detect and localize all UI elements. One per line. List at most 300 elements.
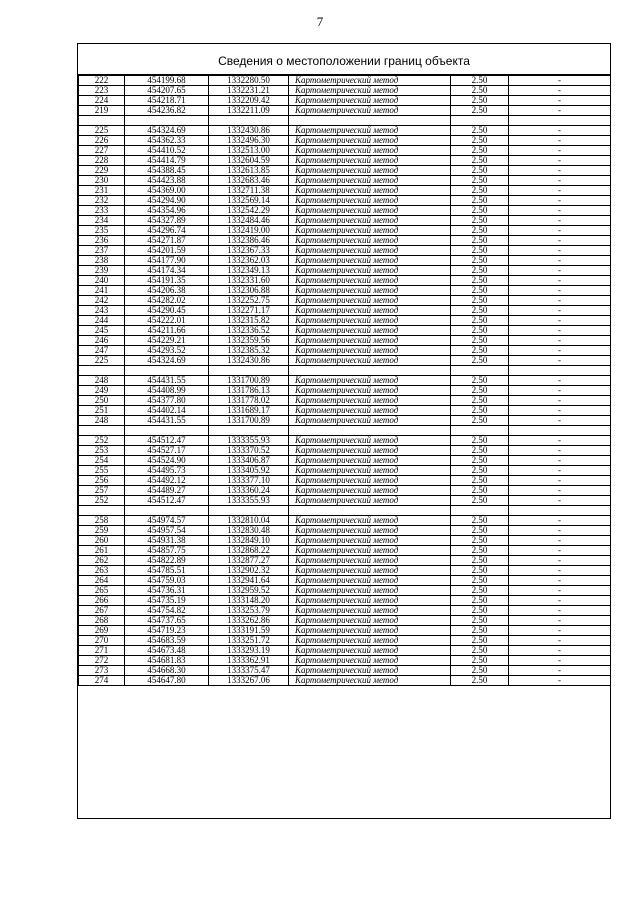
- coordinate-x: 454388.45: [125, 166, 209, 176]
- coordinate-y: 1332513.00: [209, 146, 289, 156]
- coordinate-y: 1333360.24: [209, 486, 289, 496]
- description-cell: -: [509, 516, 611, 526]
- point-number: 251: [79, 406, 125, 416]
- table-row: [79, 676, 611, 686]
- empty-cell: [451, 116, 509, 126]
- method-cell: Картометрический метод: [289, 516, 451, 526]
- coordinate-y: 1332849.10: [209, 536, 289, 546]
- coordinate-y: 1331778.02: [209, 396, 289, 406]
- description-cell: -: [509, 316, 611, 326]
- method-cell: Картометрический метод: [289, 496, 451, 506]
- point-number: 259: [79, 526, 125, 536]
- point-number: 222: [79, 76, 125, 86]
- coordinate-y: 1332271.17: [209, 306, 289, 316]
- coordinate-x: 454431.55: [125, 376, 209, 386]
- coordinate-x: 454673.48: [125, 646, 209, 656]
- precision-cell: 2.50: [451, 616, 509, 626]
- point-number: 240: [79, 276, 125, 286]
- description-cell: -: [509, 76, 611, 86]
- precision-cell: 2.50: [451, 676, 509, 686]
- coordinate-y: 1332496.30: [209, 136, 289, 146]
- point-number: 241: [79, 286, 125, 296]
- point-number: 257: [79, 486, 125, 496]
- description-cell: -: [509, 276, 611, 286]
- precision-cell: 2.50: [451, 526, 509, 536]
- method-cell: Картометрический метод: [289, 256, 451, 266]
- table-row: [79, 256, 611, 266]
- table-row: [79, 466, 611, 476]
- table-row: [79, 96, 611, 106]
- coordinate-x: 454683.59: [125, 636, 209, 646]
- coordinate-y: 1332830.48: [209, 526, 289, 536]
- precision-cell: 2.50: [451, 626, 509, 636]
- precision-cell: 2.50: [451, 316, 509, 326]
- method-cell: Картометрический метод: [289, 186, 451, 196]
- method-cell: Картометрический метод: [289, 176, 451, 186]
- coordinate-x: 454754.82: [125, 606, 209, 616]
- precision-cell: 2.50: [451, 276, 509, 286]
- description-cell: -: [509, 386, 611, 396]
- coordinate-y: 1332430.86: [209, 126, 289, 136]
- description-cell: -: [509, 466, 611, 476]
- empty-cell: [289, 366, 451, 376]
- coordinate-x: 454668.30: [125, 666, 209, 676]
- point-number: 242: [79, 296, 125, 306]
- coordinate-y: 1332941.64: [209, 576, 289, 586]
- description-cell: -: [509, 656, 611, 666]
- table-row: [79, 516, 611, 526]
- table-row: [79, 176, 611, 186]
- coordinate-y: 1332604.59: [209, 156, 289, 166]
- description-cell: -: [509, 306, 611, 316]
- description-cell: -: [509, 626, 611, 636]
- method-cell: Картометрический метод: [289, 566, 451, 576]
- description-cell: -: [509, 136, 611, 146]
- table-row: [79, 146, 611, 156]
- precision-cell: 2.50: [451, 256, 509, 266]
- description-cell: -: [509, 86, 611, 96]
- coordinate-x: 454736.31: [125, 586, 209, 596]
- method-cell: Картометрический метод: [289, 286, 451, 296]
- coordinate-y: 1333406.87: [209, 456, 289, 466]
- point-number: 248: [79, 376, 125, 386]
- description-cell: -: [509, 566, 611, 576]
- coordinate-x: 454735.19: [125, 596, 209, 606]
- empty-cell: [509, 116, 611, 126]
- precision-cell: 2.50: [451, 96, 509, 106]
- method-cell: Картометрический метод: [289, 146, 451, 156]
- precision-cell: 2.50: [451, 476, 509, 486]
- table-row: [79, 416, 611, 426]
- table-row: [79, 566, 611, 576]
- method-cell: Картометрический метод: [289, 466, 451, 476]
- precision-cell: 2.50: [451, 536, 509, 546]
- method-cell: Картометрический метод: [289, 156, 451, 166]
- description-cell: -: [509, 456, 611, 466]
- table-row: [79, 646, 611, 656]
- table-row: [79, 656, 611, 666]
- table-row: [79, 316, 611, 326]
- description-cell: -: [509, 126, 611, 136]
- point-number: 267: [79, 606, 125, 616]
- coordinate-x: 454974.57: [125, 516, 209, 526]
- empty-cell: [509, 366, 611, 376]
- table-row: [79, 526, 611, 536]
- coordinate-y: 1333370.52: [209, 446, 289, 456]
- table-row: [79, 156, 611, 166]
- coordinate-x: 454327.89: [125, 216, 209, 226]
- empty-cell: [209, 116, 289, 126]
- method-cell: Картометрический метод: [289, 236, 451, 246]
- precision-cell: 2.50: [451, 206, 509, 216]
- precision-cell: 2.50: [451, 336, 509, 346]
- method-cell: Картометрический метод: [289, 556, 451, 566]
- description-cell: -: [509, 226, 611, 236]
- precision-cell: 2.50: [451, 86, 509, 96]
- point-number: 264: [79, 576, 125, 586]
- precision-cell: 2.50: [451, 146, 509, 156]
- coordinate-x: 454857.75: [125, 546, 209, 556]
- coordinate-x: 454290.45: [125, 306, 209, 316]
- description-cell: -: [509, 286, 611, 296]
- description-cell: -: [509, 616, 611, 626]
- point-number: 239: [79, 266, 125, 276]
- empty-cell: [509, 506, 611, 516]
- point-number: 249: [79, 386, 125, 396]
- description-cell: -: [509, 596, 611, 606]
- coordinate-y: 1332280.50: [209, 76, 289, 86]
- empty-cell: [289, 506, 451, 516]
- precision-cell: 2.50: [451, 126, 509, 136]
- point-number: 228: [79, 156, 125, 166]
- table-row: [79, 216, 611, 226]
- method-cell: Картометрический метод: [289, 396, 451, 406]
- method-cell: Картометрический метод: [289, 406, 451, 416]
- table-row: [79, 206, 611, 216]
- point-number: 223: [79, 86, 125, 96]
- method-cell: Картометрический метод: [289, 316, 451, 326]
- table-row: [79, 226, 611, 236]
- point-number: 227: [79, 146, 125, 156]
- description-cell: -: [509, 156, 611, 166]
- precision-cell: 2.50: [451, 376, 509, 386]
- method-cell: Картометрический метод: [289, 626, 451, 636]
- coordinate-x: 454324.69: [125, 356, 209, 366]
- precision-cell: 2.50: [451, 166, 509, 176]
- table-row: [79, 456, 611, 466]
- coordinate-x: 454354.96: [125, 206, 209, 216]
- coordinate-y: 1333375.47: [209, 666, 289, 676]
- point-number: 268: [79, 616, 125, 626]
- coordinate-x: 454719.23: [125, 626, 209, 636]
- method-cell: Картометрический метод: [289, 676, 451, 686]
- point-number: 247: [79, 346, 125, 356]
- group-separator-row: [79, 426, 611, 436]
- empty-cell: [79, 506, 125, 516]
- coordinate-y: 1332569.14: [209, 196, 289, 206]
- coordinate-y: 1332613.85: [209, 166, 289, 176]
- group-separator-row: [79, 366, 611, 376]
- method-cell: Картометрический метод: [289, 106, 451, 116]
- coordinate-x: 454822.89: [125, 556, 209, 566]
- empty-cell: [125, 366, 209, 376]
- coordinate-x: 454492.12: [125, 476, 209, 486]
- description-cell: -: [509, 646, 611, 656]
- coordinate-y: 1333253.79: [209, 606, 289, 616]
- precision-cell: 2.50: [451, 156, 509, 166]
- description-cell: -: [509, 336, 611, 346]
- empty-cell: [209, 426, 289, 436]
- description-cell: -: [509, 326, 611, 336]
- coordinate-x: 454218.71: [125, 96, 209, 106]
- point-number: 254: [79, 456, 125, 466]
- method-cell: Картометрический метод: [289, 546, 451, 556]
- method-cell: Картометрический метод: [289, 266, 451, 276]
- point-number: 263: [79, 566, 125, 576]
- coordinates-table: [78, 75, 611, 686]
- precision-cell: 2.50: [451, 416, 509, 426]
- precision-cell: 2.50: [451, 136, 509, 146]
- table-row: [79, 296, 611, 306]
- point-number: 246: [79, 336, 125, 346]
- precision-cell: 2.50: [451, 666, 509, 676]
- coordinate-x: 454414.79: [125, 156, 209, 166]
- point-number: 258: [79, 516, 125, 526]
- method-cell: Картометрический метод: [289, 576, 451, 586]
- coordinate-y: 1333191.59: [209, 626, 289, 636]
- precision-cell: 2.50: [451, 286, 509, 296]
- precision-cell: 2.50: [451, 456, 509, 466]
- description-cell: -: [509, 186, 611, 196]
- description-cell: -: [509, 106, 611, 116]
- coordinate-x: 454293.52: [125, 346, 209, 356]
- table-row: [79, 126, 611, 136]
- coordinate-y: 1332430.86: [209, 356, 289, 366]
- precision-cell: 2.50: [451, 436, 509, 446]
- coordinate-x: 454647.80: [125, 676, 209, 686]
- coordinate-y: 1332902.32: [209, 566, 289, 576]
- coordinate-x: 454174.34: [125, 266, 209, 276]
- point-number: 230: [79, 176, 125, 186]
- coordinate-y: 1333362.91: [209, 656, 289, 666]
- empty-cell: [125, 426, 209, 436]
- description-cell: -: [509, 666, 611, 676]
- method-cell: Картометрический метод: [289, 606, 451, 616]
- description-cell: -: [509, 526, 611, 536]
- coordinate-x: 454199.68: [125, 76, 209, 86]
- empty-cell: [289, 426, 451, 436]
- method-cell: Картометрический метод: [289, 216, 451, 226]
- coordinate-x: 454222.01: [125, 316, 209, 326]
- coordinate-y: 1332868.22: [209, 546, 289, 556]
- coordinate-x: 454271.87: [125, 236, 209, 246]
- coordinate-x: 454495.73: [125, 466, 209, 476]
- coordinate-x: 454236.82: [125, 106, 209, 116]
- coordinate-y: 1333267.06: [209, 676, 289, 686]
- group-separator-row: [79, 116, 611, 126]
- coordinate-x: 454369.00: [125, 186, 209, 196]
- table-row: [79, 636, 611, 646]
- empty-cell: [451, 366, 509, 376]
- table-row: [79, 596, 611, 606]
- coordinate-y: 1332810.04: [209, 516, 289, 526]
- table-row: [79, 376, 611, 386]
- point-number: 250: [79, 396, 125, 406]
- method-cell: Картометрический метод: [289, 136, 451, 146]
- description-cell: -: [509, 216, 611, 226]
- coordinate-x: 454191.35: [125, 276, 209, 286]
- table-row: [79, 196, 611, 206]
- method-cell: Картометрический метод: [289, 446, 451, 456]
- method-cell: Картометрический метод: [289, 296, 451, 306]
- table-row: [79, 476, 611, 486]
- table-row: [79, 76, 611, 86]
- coordinate-x: 454408.99: [125, 386, 209, 396]
- point-number: 237: [79, 246, 125, 256]
- description-cell: -: [509, 176, 611, 186]
- point-number: 269: [79, 626, 125, 636]
- table-row: [79, 576, 611, 586]
- method-cell: Картометрический метод: [289, 336, 451, 346]
- description-cell: -: [509, 606, 611, 616]
- table-row: [79, 106, 611, 116]
- precision-cell: 2.50: [451, 236, 509, 246]
- precision-cell: 2.50: [451, 586, 509, 596]
- method-cell: Картометрический метод: [289, 656, 451, 666]
- method-cell: Картометрический метод: [289, 76, 451, 86]
- table-row: [79, 336, 611, 346]
- precision-cell: 2.50: [451, 546, 509, 556]
- empty-cell: [79, 366, 125, 376]
- point-number: 234: [79, 216, 125, 226]
- method-cell: Картометрический метод: [289, 436, 451, 446]
- coordinate-y: 1331700.89: [209, 376, 289, 386]
- point-number: 252: [79, 496, 125, 506]
- table-row: [79, 356, 611, 366]
- precision-cell: 2.50: [451, 606, 509, 616]
- coordinate-x: 454362.33: [125, 136, 209, 146]
- precision-cell: 2.50: [451, 566, 509, 576]
- description-cell: -: [509, 146, 611, 156]
- table-row: [79, 396, 611, 406]
- table-row: [79, 306, 611, 316]
- coordinate-y: 1332252.75: [209, 296, 289, 306]
- table-row: [79, 286, 611, 296]
- coordinate-x: 454410.52: [125, 146, 209, 156]
- table-row: [79, 546, 611, 556]
- point-number: 271: [79, 646, 125, 656]
- empty-cell: [509, 426, 611, 436]
- coordinate-x: 454206.38: [125, 286, 209, 296]
- coordinate-x: 454402.14: [125, 406, 209, 416]
- coordinate-y: 1332231.21: [209, 86, 289, 96]
- coordinate-y: 1332959.52: [209, 586, 289, 596]
- description-cell: -: [509, 446, 611, 456]
- method-cell: Картометрический метод: [289, 586, 451, 596]
- description-cell: -: [509, 476, 611, 486]
- table-row: [79, 326, 611, 336]
- precision-cell: 2.50: [451, 596, 509, 606]
- coordinate-y: 1332386.46: [209, 236, 289, 246]
- table-row: [79, 626, 611, 636]
- precision-cell: 2.50: [451, 226, 509, 236]
- empty-cell: [289, 116, 451, 126]
- precision-cell: 2.50: [451, 576, 509, 586]
- precision-cell: 2.50: [451, 266, 509, 276]
- precision-cell: 2.50: [451, 326, 509, 336]
- method-cell: Картометрический метод: [289, 306, 451, 316]
- point-number: 243: [79, 306, 125, 316]
- coordinate-x: 454931.38: [125, 536, 209, 546]
- point-number: 238: [79, 256, 125, 266]
- empty-cell: [451, 426, 509, 436]
- method-cell: Картометрический метод: [289, 276, 451, 286]
- coordinate-y: 1332306.88: [209, 286, 289, 296]
- table-row: [79, 406, 611, 416]
- empty-cell: [451, 506, 509, 516]
- method-cell: Картометрический метод: [289, 246, 451, 256]
- coordinate-y: 1332359.56: [209, 336, 289, 346]
- precision-cell: 2.50: [451, 636, 509, 646]
- empty-cell: [209, 506, 289, 516]
- point-number: 253: [79, 446, 125, 456]
- precision-cell: 2.50: [451, 406, 509, 416]
- description-cell: -: [509, 546, 611, 556]
- precision-cell: 2.50: [451, 216, 509, 226]
- table-row: [79, 496, 611, 506]
- point-number: 260: [79, 536, 125, 546]
- description-cell: -: [509, 356, 611, 366]
- coordinates-table-body: [79, 76, 611, 686]
- method-cell: Картометрический метод: [289, 386, 451, 396]
- table-row: [79, 136, 611, 146]
- description-cell: -: [509, 576, 611, 586]
- point-number: 224: [79, 96, 125, 106]
- point-number: 232: [79, 196, 125, 206]
- table-row: [79, 86, 611, 96]
- method-cell: Картометрический метод: [289, 666, 451, 676]
- description-cell: -: [509, 346, 611, 356]
- page-number: 7: [316, 14, 324, 29]
- coordinate-y: 1333262.86: [209, 616, 289, 626]
- precision-cell: 2.50: [451, 466, 509, 476]
- point-number: 252: [79, 436, 125, 446]
- point-number: 265: [79, 586, 125, 596]
- precision-cell: 2.50: [451, 196, 509, 206]
- description-cell: -: [509, 256, 611, 266]
- method-cell: Картометрический метод: [289, 596, 451, 606]
- table-row: [79, 276, 611, 286]
- coordinate-y: 1331700.89: [209, 416, 289, 426]
- description-cell: -: [509, 436, 611, 446]
- precision-cell: 2.50: [451, 106, 509, 116]
- description-cell: -: [509, 266, 611, 276]
- method-cell: Картометрический метод: [289, 206, 451, 216]
- method-cell: Картометрический метод: [289, 476, 451, 486]
- description-cell: -: [509, 196, 611, 206]
- description-cell: -: [509, 486, 611, 496]
- table-row: [79, 586, 611, 596]
- precision-cell: 2.50: [451, 186, 509, 196]
- point-number: 235: [79, 226, 125, 236]
- method-cell: Картометрический метод: [289, 536, 451, 546]
- method-cell: Картометрический метод: [289, 86, 451, 96]
- coordinate-x: 454512.47: [125, 496, 209, 506]
- empty-cell: [209, 366, 289, 376]
- method-cell: Картометрический метод: [289, 526, 451, 536]
- coordinate-x: 454512.47: [125, 436, 209, 446]
- coordinate-y: 1332315.82: [209, 316, 289, 326]
